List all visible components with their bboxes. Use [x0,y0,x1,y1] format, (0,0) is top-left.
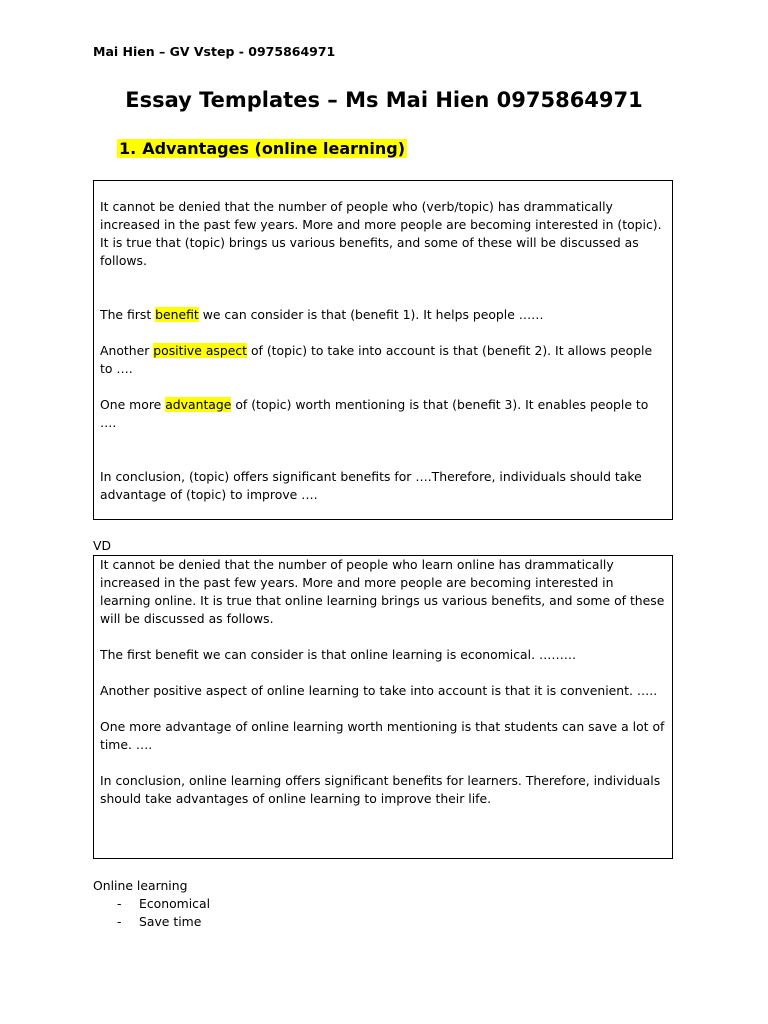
example-body-2: Another positive aspect of online learning to take into account is that it is convenient. ….. [100,683,658,698]
highlight-benefit: benefit [155,307,199,322]
template-body-2-after: of (topic) to take into account is that (benefit 2). It allows people to …. [100,343,653,376]
example-body-3: One more advantage of online learning worth mentioning is that students can save a lot of time. …. [100,719,665,752]
template-body-3 [100,396,666,432]
list-item-label: Save time [139,914,202,929]
template-body-3-before: One more [100,397,166,412]
section-number: 1. [119,139,137,158]
template-body-1-after: we can consider is that (benefit 1). It helps people …… [198,307,544,322]
document-title: Essay Templates – Ms Mai Hien 0975864971 [125,88,643,112]
example-body-1: The first benefit we can consider is that online learning is economical. ……… [100,647,577,662]
template-body-1 [100,306,666,324]
template-body-2-before: Another [100,343,154,358]
example-box [93,555,673,859]
example-conclusion: In conclusion, online learning offers significant benefits for learners. Therefore, individuals should take advantages of online learning to improve their life. [100,773,661,806]
section-label: Advantages (online learning) [142,139,406,158]
template-body-2 [100,342,666,378]
template-conclusion: In conclusion, (topic) offers significant benefits for ….Therefore, individuals should take advantage of (topic) to improve …. [100,469,642,502]
outline-list [93,895,210,931]
bullet-dash: - [117,896,122,911]
bullet-dash: - [117,914,122,929]
template-body-1-before: The first [100,307,156,322]
template-body-3-after: of (topic) worth mentioning is that (benefit 3). It enables people to …. [100,397,649,430]
section-heading [117,139,407,158]
highlight-positive-aspect: positive aspect [153,343,248,358]
template-box [93,180,673,520]
highlight-advantage: advantage [165,397,232,412]
outline-title: Online learning [93,878,188,893]
example-intro: It cannot be denied that the number of people who learn online has drammatically increased in the past few years. More and more people are becoming interested in learning online. It is true that online learning brings us various benefits, and some of these will be discussed as follows. [100,557,665,626]
template-intro: It cannot be denied that the number of people who (verb/topic) has drammatically increased in the past few years. More and more people are becoming interested in (topic). It is true that (topic) brings us various benefits, and some of these will be discussed as follows. [100,199,662,268]
page-header: Mai Hien – GV Vstep - 0975864971 [93,44,336,59]
list-item-label: Economical [139,896,211,911]
outline [93,877,210,931]
list-item [93,913,210,931]
example-label: VD [93,538,112,553]
list-item [93,895,210,913]
